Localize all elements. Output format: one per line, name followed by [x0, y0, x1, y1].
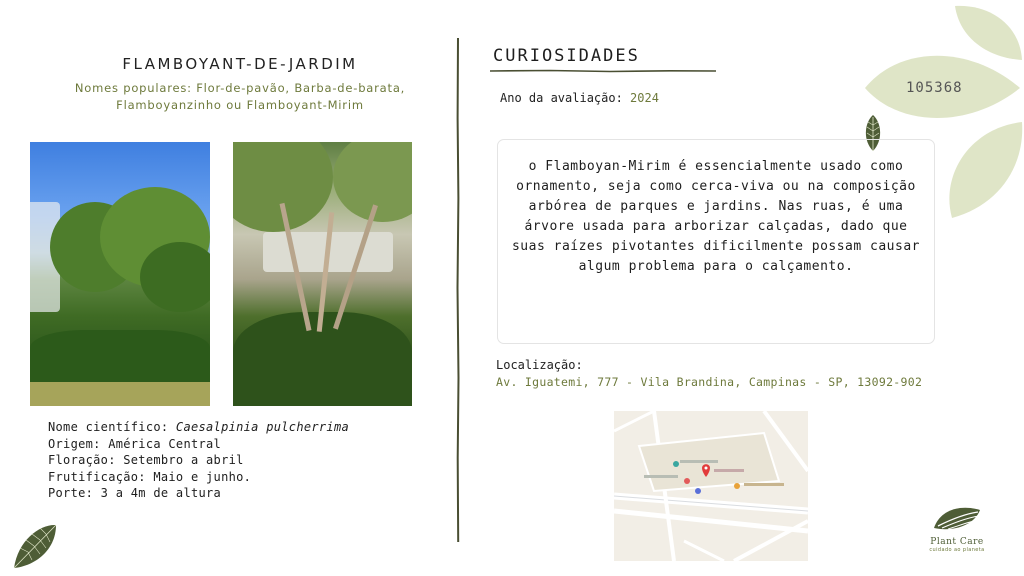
plant-photo-2: [233, 142, 412, 406]
curiosities-title: CURIOSIDADES: [493, 46, 640, 66]
map-graphic: [614, 411, 808, 561]
title-underline: [490, 68, 716, 74]
plant-care-logo: [922, 504, 992, 554]
plant-specs: [48, 419, 349, 502]
popular-names: [50, 80, 430, 114]
logo-name: Plant Care: [930, 537, 984, 547]
popular-names-line2: Flamboyanzinho ou Flamboyant-Mirim: [116, 98, 364, 112]
scientific-name: [48, 419, 349, 436]
corner-leaf-icon: [10, 522, 60, 572]
plant-photo-1: [30, 142, 210, 406]
curiosities-card: [497, 139, 935, 344]
origin: Origem: América Central: [48, 436, 222, 451]
scientific-name-value: Caesalpinia pulcherrima: [175, 420, 349, 434]
leaf-bottom-shape: [949, 122, 1022, 218]
vertical-divider: [456, 38, 460, 542]
location-map[interactable]: [614, 411, 808, 561]
size: Porte: 3 a 4m de altura: [48, 486, 222, 500]
year-label: Ano da avaliação:: [500, 91, 631, 105]
map-poi-3: [734, 483, 740, 489]
leaf-top-shape: [955, 6, 1022, 60]
flowering: Floração: Setembro a abril: [48, 453, 244, 467]
plant-code: 105368: [906, 80, 963, 96]
evaluation-year: [500, 91, 659, 105]
logo-leaf-icon: [930, 504, 984, 532]
plant-title: FLAMBOYANT-DE-JARDIM: [122, 55, 358, 73]
map-poi-1: [673, 461, 679, 467]
location-label: Localização:: [496, 358, 583, 372]
scientific-name-label: Nome científico:: [48, 420, 176, 434]
map-poi-2: [684, 478, 690, 484]
map-poi-4: [695, 488, 701, 494]
year-value: 2024: [630, 91, 659, 105]
fruiting: Frutificação: Maio e junho.: [48, 469, 252, 484]
logo-tagline: cuidado ao planeta: [929, 547, 985, 553]
location-address[interactable]: Av. Iguatemi, 777 - Vila Brandina, Campinas - SP, 13092-902: [496, 375, 923, 389]
popular-names-line1: Nomes populares: Flor-de-pavão, Barba-de-barata,: [74, 81, 406, 95]
curiosities-text: o Flamboyan-Mirim é essencialmente usado como ornamento, seja como cerca-viva ou na composição arbórea de parques e jardins. Nas ruas, é uma árvore usada para arborizar calçadas, dado que suas raízes pivotantes dificilmente possam causar algum problema para o calçamento.: [511, 159, 920, 274]
